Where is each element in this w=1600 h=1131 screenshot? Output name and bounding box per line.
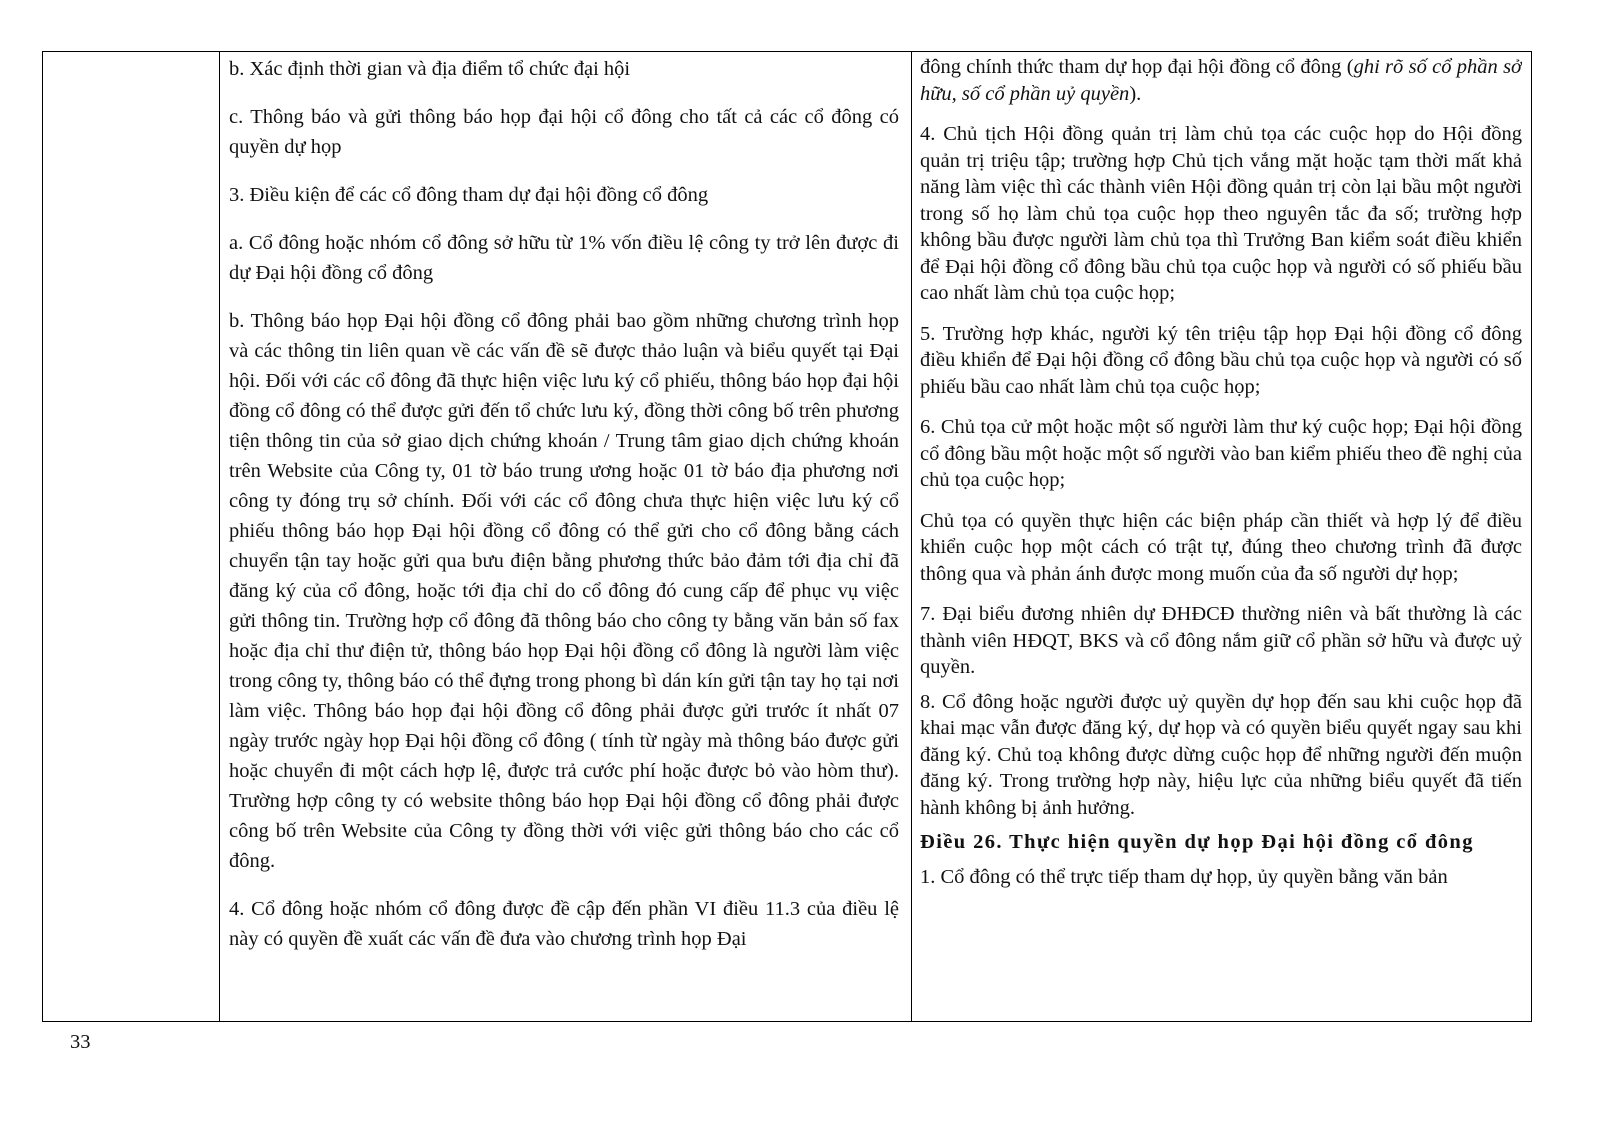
paragraph-4-agenda: 4. Cổ đông hoặc nhóm cổ đông được đề cập đến phần VI điều 11.3 của điều lệ này có quyền đề xuất các vấn đề đưa vào chương trình họp Đại [229,898,899,950]
continuation-end: ). [1129,82,1142,105]
column-divider-left [219,52,220,1021]
paragraph-3-conditions: 3. Điều kiện để các cổ đông tham dự đại hội đồng cổ đông [229,184,709,206]
content-table [42,51,1532,1022]
continuation-italic-note: ghi rõ số cổ phần sở hữu, số cổ phần uỷ quyền [920,56,1522,105]
paragraph-5-other: 5. Trường hợp khác, người ký tên triệu tập họp Đại hội đồng cổ đông điều khiển để Đại hội đồng cổ đông bầu chủ tọa cuộc họp và người có số phiếu bầu cao nhất làm chủ tọa cuộc họp; [920,322,1522,398]
paragraph-continuation [920,54,1522,107]
continuation-text: đông chính thức tham dự họp đại hội đồng cổ đông ( [920,56,1354,78]
paragraph-6-secretary: 6. Chủ tọa cử một hoặc một số người làm thư ký cuộc họp; Đại hội đồng cổ đông bầu một hoặc một số người vào ban kiểm phiếu theo đề nghị của chủ tọa cuộc họp; [920,416,1522,491]
right-column [920,54,1522,1019]
middle-column [229,54,899,1019]
paragraph-b-time-place: b. Xác định thời gian và địa điểm tổ chức đại hội [229,58,631,80]
article-26-heading: Điều 26. Thực hiện quyền dự họp Đại hội đồng cổ đông [920,831,1474,853]
page-number: 33 [70,1031,91,1053]
paragraph-4-chair: 4. Chủ tịch Hội đồng quản trị làm chủ tọa các cuộc họp do Hội đồng quản trị triệu tập; trường hợp Chủ tịch vắng mặt hoặc tạm thời mất khả năng làm việc thì các thành viên Hội đồng quản trị còn lại bầu một người trong số họ làm chủ tọa cuộc họp theo nguyên tắc đa số; trường hợp không bầu được người làm chủ tọa thì Trưởng Ban kiểm soát điều khiển để Đại hội đồng cổ đông bầu chủ tọa cuộc họp và người có số phiếu bầu cao nhất làm chủ tọa cuộc họp; [920,123,1522,304]
column-divider-right [911,52,912,1021]
paragraph-8-late: 8. Cổ đông hoặc người được uỷ quyền dự họp đến sau khi cuộc họp đã khai mạc vẫn được đăng ký, dự họp và có quyền biểu quyết ngay sau khi đăng ký. Chủ toạ không được dừng cuộc họp để những người đến muộn đăng ký. Trong trường hợp này, hiệu lực của những biểu quyết đã tiến hành không bị ảnh hưởng. [920,690,1522,819]
paragraph-a-one-percent: a. Cổ đông hoặc nhóm cổ đông sở hữu từ 1% vốn điều lệ công ty trở lên được đi dự Đại hội đồng cổ đông [229,232,899,284]
paragraph-b-meeting-notice: b. Thông báo họp Đại hội đồng cổ đông phải bao gồm những chương trình họp và các thông tin liên quan về các vấn đề sẽ được thảo luận và biểu quyết tại Đại hội. Đối với các cổ đông đã thực hiện việc lưu ký cổ phiếu, thông báo họp đại hội đồng cổ đông có thể được gửi đến tổ chức lưu ký, đồng thời công bố trên phương tiện thông tin của sở giao dịch chứng khoán / Trung tâm giao dịch chứng khoán trên Website của Công ty, 01 tờ báo trung ương hoặc 01 tờ báo địa phương nơi công ty đóng trụ sở chính. Đối với các cổ đông chưa thực hiện việc lưu ký cổ phiếu thông báo họp Đại hội đồng cổ đông có thể gửi cho cổ đông bằng cách chuyển tận tay hoặc gửi qua bưu điện bằng phương thức bảo đảm tới địa chỉ đã đăng ký của cổ đông, hoặc tới địa chỉ do cổ đông đó cung cấp để phục vụ việc gửi thông tin. Trường hợp cổ đông đã thông báo cho công ty bằng văn bản số fax hoặc địa chỉ thư điện tử, thông báo họp Đại hội đồng cổ đông là người làm việc trong công ty, thông báo có thể đựng trong phong bì dán kín gửi tận tay họ tại nơi làm việc. Thông báo họp đại hội đồng cổ đông phải được gửi trước ít nhất 07 ngày trước ngày họp Đại hội đồng cổ đông ( tính từ ngày mà thông báo được gửi hoặc chuyển đi một cách hợp lệ, được trả cước phí hoặc được bỏ vào hòm thư). Trường hợp công ty có website thông báo họp Đại hội đồng cổ đông phải được công bố trên Website của Công ty đồng thời với việc gửi thông báo cho các cổ đông. [229,310,899,872]
paragraph-1-attend: 1. Cổ đông có thể trực tiếp tham dự họp, ủy quyền bằng văn bản [920,865,1448,888]
paragraph-7-delegates: 7. Đại biểu đương nhiên dự ĐHĐCĐ thường niên và bất thường là các thành viên HĐQT, BKS và cổ đông nắm giữ cổ phần sở hữu và được uỷ quyền. [920,603,1522,678]
paragraph-c-notice: c. Thông báo và gửi thông báo họp đại hội cổ đông cho tất cả các cổ đông có quyền dự họp [229,106,899,158]
paragraph-chair-rights: Chủ tọa có quyền thực hiện các biện pháp cần thiết và hợp lý để điều khiển cuộc họp một cách có trật tự, đúng theo chương trình đã được thông qua và phản ánh được mong muốn của đa số người dự họp; [920,509,1522,585]
